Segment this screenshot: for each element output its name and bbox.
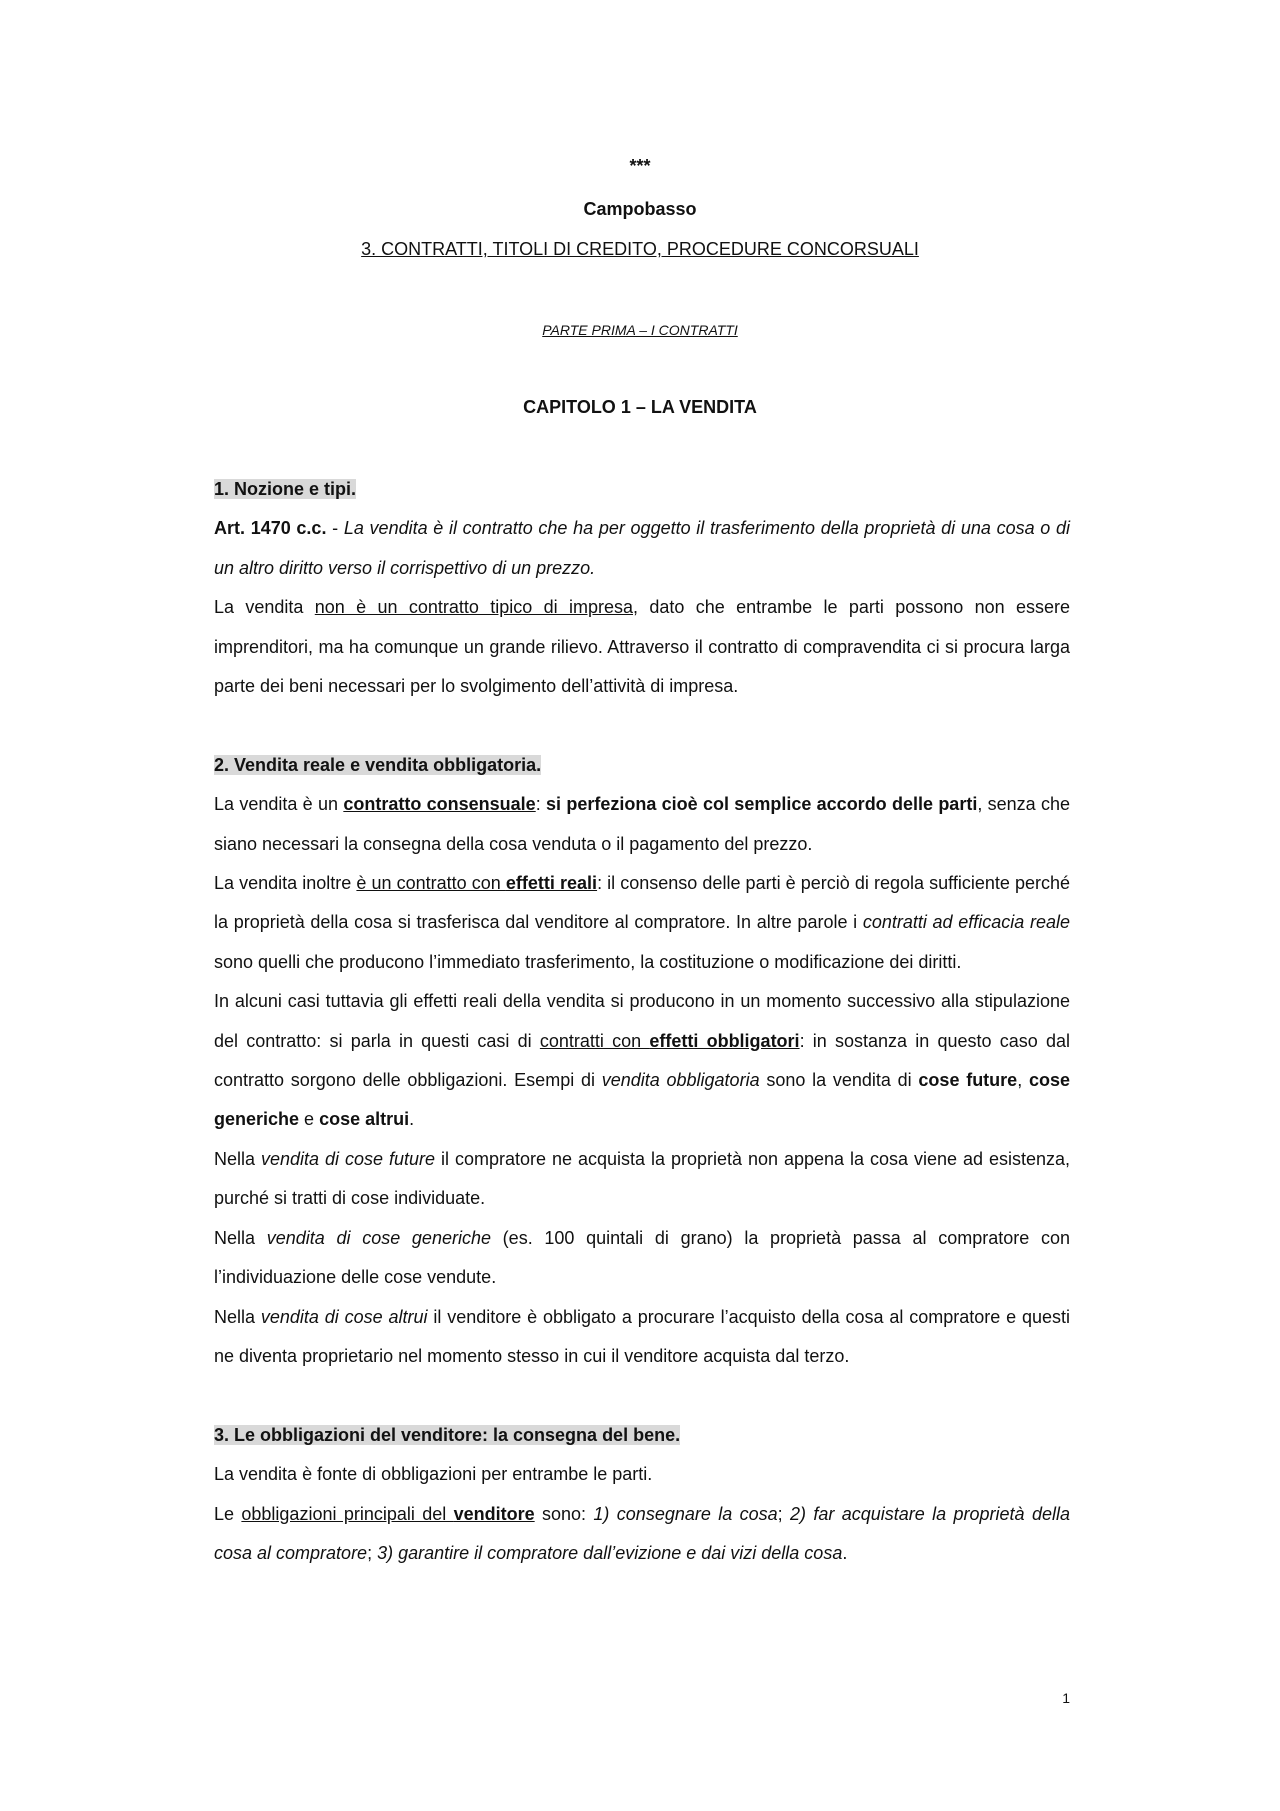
ornament-stars: *** [629, 156, 651, 176]
part-heading: PARTE PRIMA – I CONTRATTI [542, 322, 738, 338]
paragraph-effetti-reali: La vendita inoltre è un contratto con effetti reali: il consenso delle parti è perciò di regola sufficiente perché la proprietà della cosa si trasferisca dal venditore al compratore. In altre parole i contratti ad efficacia reale sono quelli che producono l’immediato trasferimento, la costituzione o modificazione dei diritti. [214, 873, 1071, 972]
paragraph-cose-generiche: Nella vendita di cose generiche (es. 100 quintali di grano) la proprietà passa al compratore con l’individuazione delle cose vendute. [214, 1227, 1070, 1288]
paragraph-vendita-impresa: La vendita non è un contratto tipico di impresa, dato che entrambe le parti possono non essere imprenditori, ma ha comunque un grande rilievo. Attraverso il contratto di compravendita ci si procura larga parte dei beni necessari per lo svolgimento dell’attività di impresa. [214, 597, 1070, 697]
spacer [214, 706, 1070, 745]
section-heading-2: 2. Vendita reale e vendita obbligatoria. [214, 754, 542, 775]
article-definition: La vendita è il contratto che ha per oggetto il trasferimento della proprietà di una cosa o di un altro diritto verso il corrispettivo di un prezzo. [214, 518, 1071, 578]
spacer [214, 1376, 1070, 1415]
paragraph-contratto-consensuale: La vendita è un contratto consensuale: si perfeziona cioè col semplice accordo delle parti, senza che siano necessari la consegna della cosa venduta o il pagamento del prezzo. [214, 794, 1070, 854]
chapter-heading: CAPITOLO 1 – LA VENDITA [523, 397, 757, 417]
page-number: 1 [1062, 1690, 1070, 1706]
paragraph-fonte-obbligazioni: La vendita è fonte di obbligazioni per entrambe le parti. [214, 1464, 653, 1485]
section-heading-3: 3. Le obbligazioni del venditore: la consegna del bene. [214, 1424, 681, 1445]
article-reference: Art. 1470 c.c. [214, 518, 327, 539]
paragraph-effetti-obbligatori: In alcuni casi tuttavia gli effetti reali della vendita si producono in un momento successivo alla stipulazione del contratto: si parla in questi casi di contratti con effetti obbligatori: in sostanza in questo caso dal contratto sorgono delle obbligazioni. Esempi di vendita obbligatoria sono la vendita di cose future, cose generiche e cose altrui. [214, 991, 1070, 1130]
paragraph-cose-altrui: Nella vendita di cose altrui il venditore è obbligato a procurare l’acquisto della cosa al compratore e questi ne diventa proprietario nel momento stesso in cui il venditore acquista dal terzo. [214, 1306, 1070, 1366]
document-body [214, 470, 1070, 1573]
paragraph-obbligazioni-venditore: Le obbligazioni principali del venditore sono: 1) consegnare la cosa; 2) far acquistare la proprietà della cosa al compratore; 3) garantire il compratore dall’evizione e dai vizi della cosa. [214, 1503, 1070, 1563]
paragraph-cose-future: Nella vendita di cose future il compratore ne acquista la proprietà non appena la cosa viene ad esistenza, purché si tratti di cose individuate. [214, 1148, 1070, 1209]
document-title: 3. CONTRATTI, TITOLI DI CREDITO, PROCEDURE CONCORSUALI [361, 239, 919, 259]
author-name: Campobasso [583, 199, 697, 219]
section-heading-1: 1. Nozione e tipi. [214, 479, 357, 499]
paragraph-art-1470: Art. 1470 c.c. - La vendita è il contratto che ha per oggetto il trasferimento della proprietà di una cosa o di un altro diritto verso il corrispettivo di un prezzo. [214, 518, 1071, 578]
